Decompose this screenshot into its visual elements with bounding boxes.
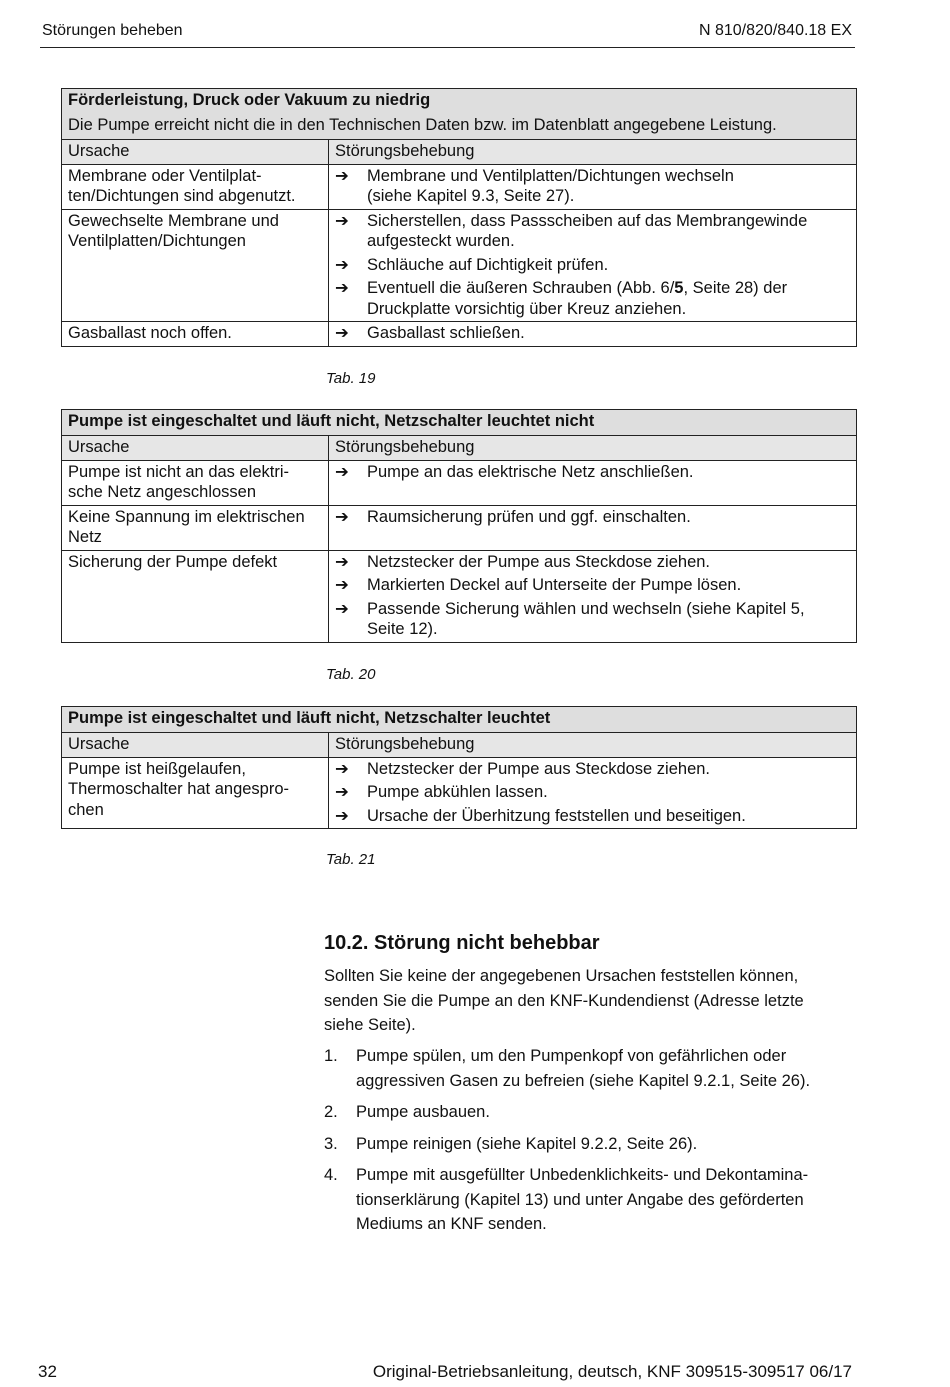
list-text [356,1132,697,1157]
remedy-text [367,806,746,827]
list-text [356,1163,808,1237]
intro-line: senden Sie die Pumpe an den KNF-Kundendienst (Adresse letzte [324,991,804,1010]
arrow-icon: ➔ [335,599,349,618]
remedy-cell [329,210,856,322]
table-title-text: Pumpe ist eingeschaltet und läuft nicht, Netzschalter leuchtet nicht [68,412,595,430]
arrow-icon: ➔ [335,279,349,297]
remedy-line: (siehe Kapitel 9.3, Seite 27). [367,187,575,205]
remedy-item [335,599,850,640]
list-line: aggressiven Gasen zu befreien (siehe Kapitel 9.2.1, Seite 26). [356,1071,811,1090]
list-number: 2. [324,1103,338,1121]
trouble-table [61,706,857,829]
cause-line: Gewechselte Membrane und [68,211,279,230]
remedy-line: Pumpe abkühlen lassen. [367,783,548,801]
arrow-icon: ➔ [335,576,349,594]
arrow-icon: ➔ [335,783,349,801]
remedy-line: Ursache der Überhitzung feststellen und beseitigen. [367,806,746,825]
list-line: Pumpe reinigen (siehe Kapitel 9.2.2, Seite 26). [356,1134,698,1153]
cause-line: chen [68,800,104,819]
cause-cell [62,461,329,505]
table-header-row [62,733,856,757]
remedy-text [367,211,807,252]
steps-list [324,1044,854,1244]
remedy-text [367,462,694,483]
trouble-table [61,88,857,347]
table-row [62,164,856,209]
list-number: 1. [324,1047,338,1065]
table-row [62,460,856,505]
arrow-icon: ➔ [335,255,349,274]
remedy-cell [329,165,856,209]
list-number: 4. [324,1166,338,1184]
list-line: Pumpe mit ausgefüllter Unbedenklichkeits- und Dekontamina- [356,1166,809,1184]
remedy-line: Seite 12). [367,620,438,638]
list-item [324,1044,854,1093]
cause-line: Membrane oder Ventilplat- [68,166,262,185]
remedy-item [335,759,850,780]
cause-line: Sicherung der Pumpe defekt [68,552,278,571]
intro-line: Sollten Sie keine der angegebenen Ursachen feststellen können, [324,967,799,985]
col-header-cause: Ursache [62,733,329,757]
remedy-text [367,323,525,344]
remedy-item [335,806,850,827]
cause-line: Keine Spannung im elektrischen [68,507,305,526]
table-title [62,410,856,436]
list-line: Pumpe spülen, um den Pumpenkopf von gefährlichen oder [356,1047,787,1065]
footer-doc-info: Original-Betriebsanleitung, deutsch, KNF 309515-309517 06/17 [372,1362,852,1381]
section-heading [324,932,600,955]
remedy-text [367,759,710,780]
cause-cell [62,210,329,322]
arrow-icon: ➔ [335,759,349,778]
section-number: 10.2. [324,932,369,954]
remedy-line: Passende Sicherung wählen und wechseln (siehe Kapitel 5, [367,599,805,618]
remedy-item [335,507,850,528]
table-row [62,209,856,322]
trouble-table [61,409,857,643]
remedy-line: Gasballast schließen. [367,324,525,342]
list-item [324,1132,854,1157]
arrow-icon: ➔ [335,324,349,342]
remedy-line: Pumpe an das elektrische Netz anschließen. [367,462,694,481]
cause-cell [62,551,329,642]
intro-line: siehe Seite). [324,1016,416,1034]
cause-line: Thermoschalter hat angespro- [68,780,290,798]
section-intro [324,964,854,1038]
remedy-text [367,782,548,803]
section-title: Störung nicht behebbar [374,932,600,954]
list-text [356,1100,490,1125]
cause-line: Pumpe ist heißgelaufen, [68,759,246,778]
arrow-icon: ➔ [335,507,349,526]
table-row [62,505,856,550]
arrow-icon: ➔ [335,211,349,230]
remedy-cell [329,322,856,346]
remedy-cell [329,461,856,505]
remedy-line: Schläuche auf Dichtigkeit prüfen. [367,255,609,274]
table-title-text: Förderleistung, Druck oder Vakuum zu niedrig [68,91,431,109]
cause-line: ten/Dichtungen sind abgenutzt. [68,187,296,205]
remedy-item [335,255,850,276]
remedy-item [335,575,850,596]
remedy-text [367,552,710,573]
col-header-cause: Ursache [62,140,329,164]
cause-line: Netz [68,528,102,546]
list-text [356,1044,810,1093]
col-header-remedy: Störungsbehebung [335,142,475,160]
arrow-icon: ➔ [335,166,349,185]
table-row [62,550,856,642]
remedy-line: Sicherstellen, dass Passscheiben auf das Membrangewinde [367,211,808,230]
remedy-text [367,278,787,319]
list-line: Mediums an KNF senden. [356,1215,547,1233]
table-row [62,757,856,829]
remedy-line: Markierten Deckel auf Unterseite der Pumpe lösen. [367,576,742,594]
arrow-icon: ➔ [335,462,349,481]
col-header-remedy: Störungsbehebung [335,735,475,753]
cause-line: Ventilplatten/Dichtungen [68,232,246,250]
header-model: N 810/820/840.18 EX [698,22,852,39]
table-header-row [62,436,856,460]
arrow-icon: ➔ [335,552,349,571]
header-rule [40,47,855,48]
remedy-item [335,278,850,319]
remedy-cell [329,506,856,550]
remedy-item [335,552,850,573]
header-section-title: Störungen beheben [42,22,183,39]
remedy-text [367,599,805,640]
cause-line: sche Netz angeschlossen [68,483,257,501]
table-subtitle: Die Pumpe erreicht nicht die in den Technischen Daten bzw. im Datenblatt angegebene Leistung. [68,116,777,134]
list-line: Pumpe ausbauen. [356,1103,490,1121]
remedy-text [367,575,741,596]
remedy-line: Raumsicherung prüfen und ggf. einschalten. [367,507,691,526]
list-line: tionserklärung (Kapitel 13) und unter Angabe des geförderten [356,1190,804,1209]
remedy-line: Membrane und Ventilplatten/Dichtungen wechseln [367,166,734,185]
remedy-text [367,507,691,528]
remedy-item [335,166,850,207]
arrow-icon: ➔ [335,806,349,825]
col-header-cause: Ursache [62,436,329,460]
remedy-item [335,323,850,344]
table-caption: Tab. 20 [326,666,376,683]
remedy-item [335,211,850,252]
cause-cell [62,758,329,829]
remedy-text [367,166,734,207]
page-number: 32 [38,1362,57,1381]
table-caption: Tab. 21 [326,851,376,868]
remedy-line: aufgesteckt wurden. [367,232,515,250]
remedy-cell [329,551,856,642]
list-item [324,1163,854,1237]
remedy-text [367,255,608,276]
remedy-cell [329,758,856,829]
remedy-item [335,782,850,803]
table-header-row [62,140,856,164]
cause-cell [62,165,329,209]
remedy-line: Netzstecker der Pumpe aus Steckdose ziehen. [367,759,711,778]
cause-cell [62,506,329,550]
cause-line: Pumpe ist nicht an das elektri- [68,462,290,481]
list-item [324,1100,854,1125]
table-title-text: Pumpe ist eingeschaltet und läuft nicht, Netzschalter leuchtet [68,709,551,727]
remedy-line: Druckplatte vorsichtig über Kreuz anziehen. [367,299,687,318]
table-title [62,707,856,733]
remedy-line: Eventuell die äußeren Schrauben (Abb. 6/5, Seite 28) der [367,279,788,297]
table-row [62,321,856,346]
list-number: 3. [324,1134,338,1153]
cause-cell [62,322,329,346]
table-caption: Tab. 19 [326,370,376,387]
remedy-line: Netzstecker der Pumpe aus Steckdose ziehen. [367,552,711,571]
remedy-item [335,462,850,483]
cause-line: Gasballast noch offen. [68,324,232,342]
col-header-remedy: Störungsbehebung [335,438,475,456]
table-title [62,89,856,140]
